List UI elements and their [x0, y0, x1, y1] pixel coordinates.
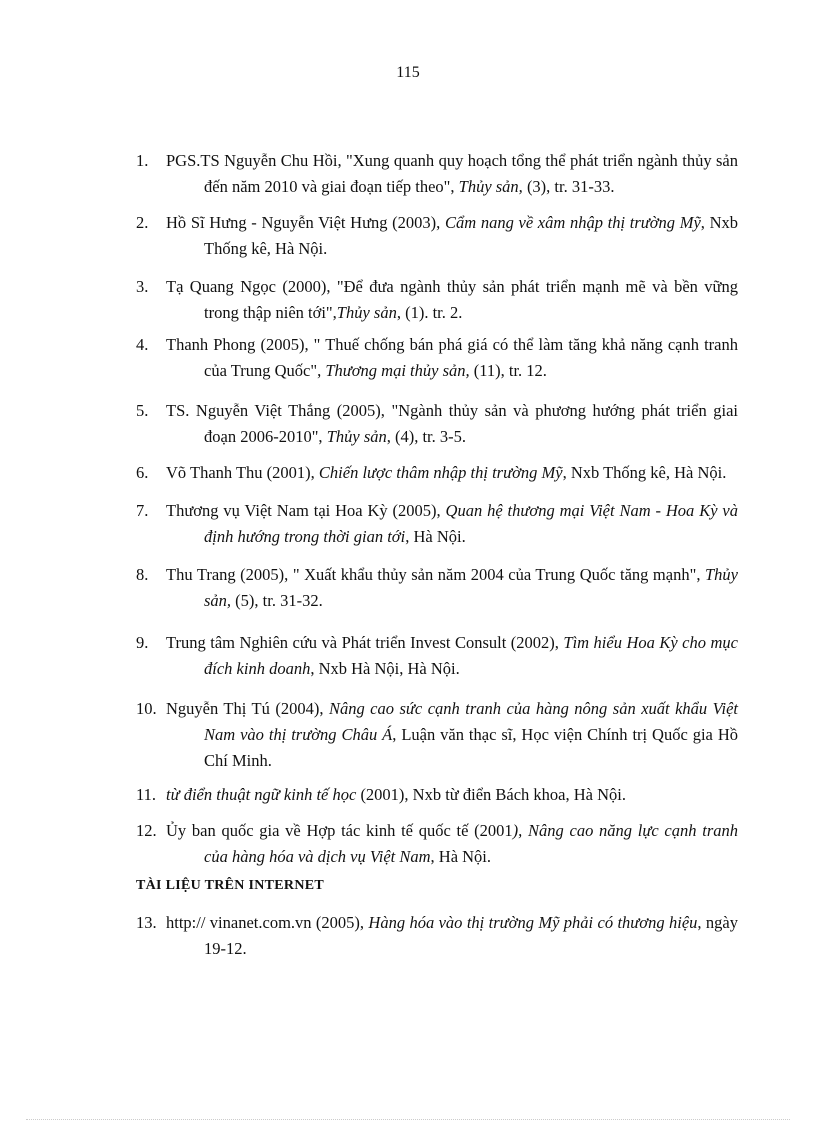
section-heading-internet: TÀI LIỆU TRÊN INTERNET	[136, 878, 325, 893]
reference-text: (5), tr. 31-32.	[231, 591, 323, 610]
reference-title: Thủy sản	[326, 427, 387, 446]
reference-text: , Nxb Hà Nội, Hà Nội.	[310, 659, 460, 678]
reference-text: Võ Thanh Thu (2001),	[166, 463, 319, 482]
reference-number: 8.	[136, 565, 149, 584]
reference-text: (3), tr. 31-33.	[522, 177, 615, 196]
reference-text: (11), tr. 12.	[469, 361, 547, 380]
reference-text: , Nxb Thống kê, Hà Nội.	[204, 213, 738, 258]
reference-number: 3.	[136, 277, 149, 296]
reference-text: TS. Nguyễn Việt Thắng (2005), "Ngành thủy sản và phương hướng phát triển giai đoạn 2006-2010",	[166, 401, 738, 446]
reference-text: , (1). tr. 2.	[396, 303, 463, 322]
reference-item	[136, 630, 738, 682]
reference-number: 4.	[136, 335, 149, 354]
reference-item	[136, 562, 738, 614]
reference-item	[136, 148, 738, 200]
reference-number: 11.	[136, 785, 157, 804]
reference-text: , ngày 19-12.	[204, 913, 738, 958]
reference-title: từ điển thuật ngữ kinh tế học	[166, 785, 357, 804]
reference-item	[136, 498, 738, 550]
reference-title: Thủy sản,	[204, 565, 738, 610]
references-internet	[0, 910, 816, 962]
reference-title: Cẩm nang về xâm nhập thị trường Mỹ	[444, 213, 701, 232]
references-print	[0, 148, 816, 870]
reference-title: Chiến lược thâm nhập thị trường Mỹ	[318, 463, 563, 482]
reference-text: , Luận văn thạc sĩ, Học viện Chính trị Quốc gia Hồ Chí Minh.	[204, 725, 738, 770]
reference-item	[136, 210, 738, 262]
reference-list	[0, 148, 816, 962]
reference-item	[136, 782, 738, 808]
reference-number: 6.	[136, 463, 149, 482]
reference-text: , Nxb Thống kê, Hà Nội.	[562, 463, 727, 482]
reference-text: Thanh Phong (2005), " Thuế chống bán phá giá có thể làm tăng khả năng cạnh tranh của Trung Quốc",	[166, 335, 738, 380]
reference-item	[136, 910, 738, 962]
reference-item	[136, 398, 738, 450]
reference-title: Thủy sản	[336, 303, 397, 322]
reference-text: , (4), tr. 3-5.	[386, 427, 467, 446]
reference-item	[136, 818, 738, 870]
reference-text: Thu Trang (2005), " Xuất khẩu thủy sản năm 2004 của Trung Quốc tăng mạnh",	[166, 565, 705, 584]
reference-number: 9.	[136, 633, 149, 652]
reference-number: 2.	[136, 213, 149, 232]
reference-text: , Hà Nội.	[405, 527, 466, 546]
reference-text: Thương vụ Việt Nam tại Hoa Kỳ (2005),	[166, 501, 446, 520]
reference-number: 7.	[136, 501, 149, 520]
reference-title: Hàng hóa vào thị trường Mỹ phải có thương hiệu	[368, 913, 698, 932]
reference-item	[136, 460, 738, 486]
reference-number: 13.	[136, 913, 157, 932]
reference-title: ), Nâng cao năng lực cạnh tranh của hàng hóa và dịch vụ Việt Nam	[204, 821, 738, 866]
reference-text: (2001), Nxb từ điển Bách khoa, Hà Nội.	[356, 785, 626, 804]
reference-number: 5.	[136, 401, 149, 420]
page-bottom-divider	[26, 1119, 790, 1120]
reference-text: Hồ Sĩ Hưng - Nguyễn Việt Hưng (2003),	[166, 213, 445, 232]
reference-text: Nguyễn Thị Tú (2004),	[166, 699, 329, 718]
reference-number: 10.	[136, 699, 157, 718]
reference-text: Trung tâm Nghiên cứu và Phát triển Invest Consult (2002),	[166, 633, 564, 652]
reference-number: 1.	[136, 151, 149, 170]
reference-title: Thủy sản,	[458, 177, 523, 196]
reference-title: Thương mại thủy sản,	[325, 361, 470, 380]
reference-item	[136, 696, 738, 774]
reference-text: Ủy ban quốc gia về Hợp tác kinh tế quốc tế (2001	[166, 821, 513, 840]
reference-title: Nâng cao sức cạnh tranh của hàng nông sản xuất khẩu Việt Nam vào thị trường Châu Á	[204, 699, 738, 744]
reference-title: Quan hệ thương mại Việt Nam - Hoa Kỳ và định hướng trong thời gian tới	[204, 501, 738, 546]
reference-text: Tạ Quang Ngọc (2000), "Để đưa ngành thủy sản phát triển mạnh mẽ và bền vững trong thập niên tới",	[166, 277, 738, 322]
reference-text: PGS.TS Nguyễn Chu Hồi, "Xung quanh quy hoạch tổng thể phát triển ngành thủy sản đến năm 2010 và giai đoạn tiếp theo",	[166, 151, 738, 196]
reference-item	[136, 274, 738, 326]
reference-text: http:// vinanet.com.vn (2005),	[166, 913, 369, 932]
reference-text: , Hà Nội.	[430, 847, 492, 866]
reference-title: Tìm hiểu Hoa Kỳ cho mục đích kinh doanh	[204, 633, 738, 678]
reference-item	[136, 332, 738, 384]
page-number: 115	[396, 64, 420, 81]
reference-number: 12.	[136, 821, 157, 840]
